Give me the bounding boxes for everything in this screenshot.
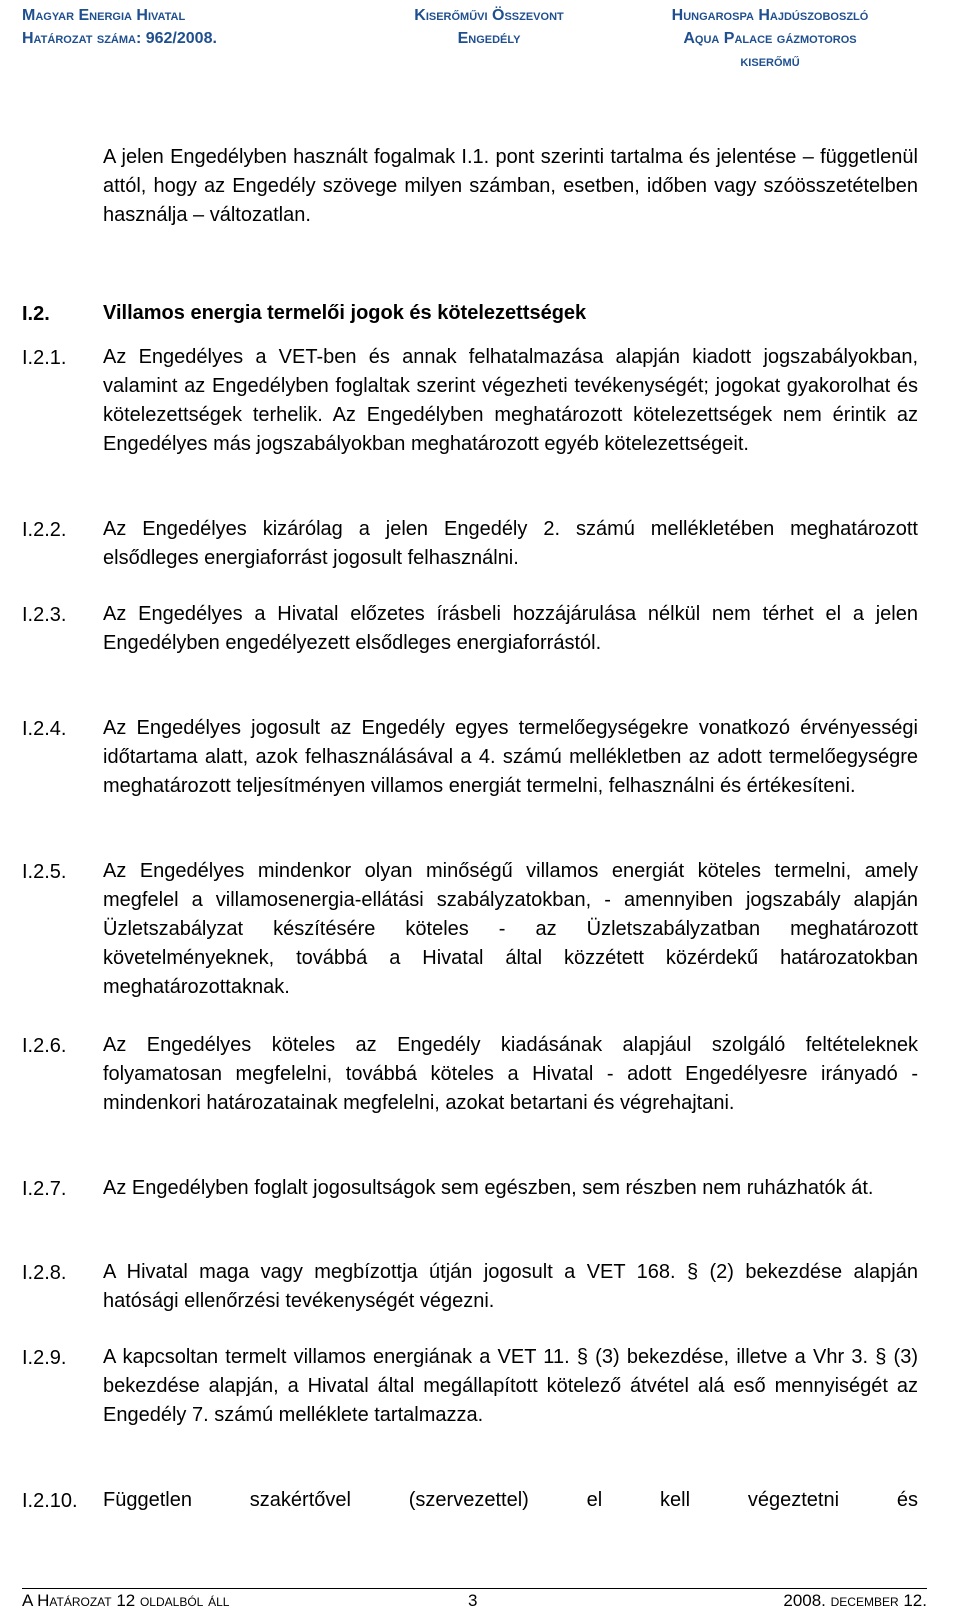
item-number: I.2.4. — [22, 718, 67, 740]
item-text: A kapcsoltan termelt villamos energiának a VET 11. § (3) bekezdése, illetve a Vhr 3. § (3) bekezdése alapján, a Hivatal által megállapított kötelező átvétel alá eső mennyiségét az Engedély 7. számú melléklete tartalmazza. — [103, 1346, 918, 1426]
header-middle — [386, 4, 592, 50]
item-number: I.2.8. — [22, 1262, 67, 1284]
header-left — [22, 4, 217, 50]
item-text: Az Engedélyes a Hivatal előzetes írásbeli hozzájárulása nélkül nem térhet el a jelen Engedélyben engedélyezett elsődleges energiaforrástól. — [103, 603, 918, 654]
intro-paragraph: A jelen Engedélyben használt fogalmak I.1. pont szerinti tartalma és jelentése – függetlenül attól, hogy az Engedély szövege milyen számban, esetben, időben vagy szóösszetételben használja – változatlan. — [103, 146, 918, 226]
header-licensee-2: Aqua Palace gázmotoros — [683, 30, 857, 47]
section-title: Villamos energia termelői jogok és kötelezettségek — [103, 302, 587, 324]
item-text: Az Engedélyes köteles az Engedély kiadásának alapjául szolgáló feltételeknek folyamatosan megfelelni, továbbá köteles a Hivatal - adott Engedélyesre irányadó - mindenkori határozatainak megfelelni, azokat betartani és végrehajtani. — [103, 1034, 918, 1114]
footer-page-count: A Határozat 12 oldalból áll — [22, 1591, 230, 1610]
item-text: A Hivatal maga vagy megbízottja útján jogosult a VET 168. § (2) bekezdése alapján hatósági ellenőrzési tevékenységét végezni. — [103, 1261, 918, 1312]
item-number: I.2.10. — [22, 1490, 78, 1512]
header-licensee-3: kiserőmű — [740, 53, 800, 70]
footer-date: 2008. december 12. — [783, 1591, 927, 1610]
header-authority: Magyar Energia Hivatal — [22, 7, 186, 24]
item-number: I.2.7. — [22, 1178, 67, 1200]
page-footer — [22, 1588, 927, 1613]
header-doc-type-1: Kiserőművi Összevont — [414, 7, 564, 24]
item-text: Független szakértővel (szervezettel) el kell végeztetni és — [103, 1489, 918, 1511]
header-licensee-1: Hungarospa Hajdúszoboszló — [671, 7, 869, 24]
section-number: I.2. — [22, 303, 50, 325]
item-number: I.2.1. — [22, 347, 67, 369]
header-decision-number: Határozat száma: 962/2008. — [22, 30, 217, 47]
item-number: I.2.2. — [22, 519, 67, 541]
item-number: I.2.9. — [22, 1347, 67, 1369]
item-text: Az Engedélyes kizárólag a jelen Engedély 2. számú mellékletében meghatározott elsődleges energiaforrást jogosult felhasználni. — [103, 518, 918, 569]
header-right — [620, 4, 920, 73]
item-number: I.2.5. — [22, 861, 67, 883]
item-text: Az Engedélyes a VET-ben és annak felhatalmazása alapján kiadott jogszabályokban, valamint az Engedélyben foglaltak szerint végezheti tevékenységét; jogokat gyakorolhat és kötelezettségek terhelik. Az Engedélyben meghatározott kötelezettségek nem érintik az Engedélyes más jogszabályokban meghatározott egyéb kötelezettségeit. — [103, 346, 918, 455]
item-text: Az Engedélyes jogosult az Engedély egyes termelőegységekre vonatkozó érvényességi időtartama alatt, azok felhasználásával a 4. számú mellékletben az adott termelőegységre meghatározott teljesítményen villamos energiát termelni, felhasználni és értékesíteni. — [103, 717, 918, 797]
item-text: Az Engedélyben foglalt jogosultságok sem egészben, sem részben nem ruházhatók át. — [103, 1177, 874, 1199]
header-doc-type-2: Engedély — [457, 30, 521, 47]
footer-page-number: 3 — [468, 1591, 478, 1610]
item-number: I.2.3. — [22, 604, 67, 626]
item-number: I.2.6. — [22, 1035, 67, 1057]
item-text: Az Engedélyes mindenkor olyan minőségű villamos energiát köteles termelni, amely megfelel a villamosenergia-ellátási szabályzatokban, - amennyiben jogszabály alapján Üzletszabályzat készítésére köteles - az Üzletszabályzatban meghatározott követelményeknek, továbbá a Hivatal által közzétett közérdekű határozatokban meghatározottaknak. — [103, 860, 918, 998]
